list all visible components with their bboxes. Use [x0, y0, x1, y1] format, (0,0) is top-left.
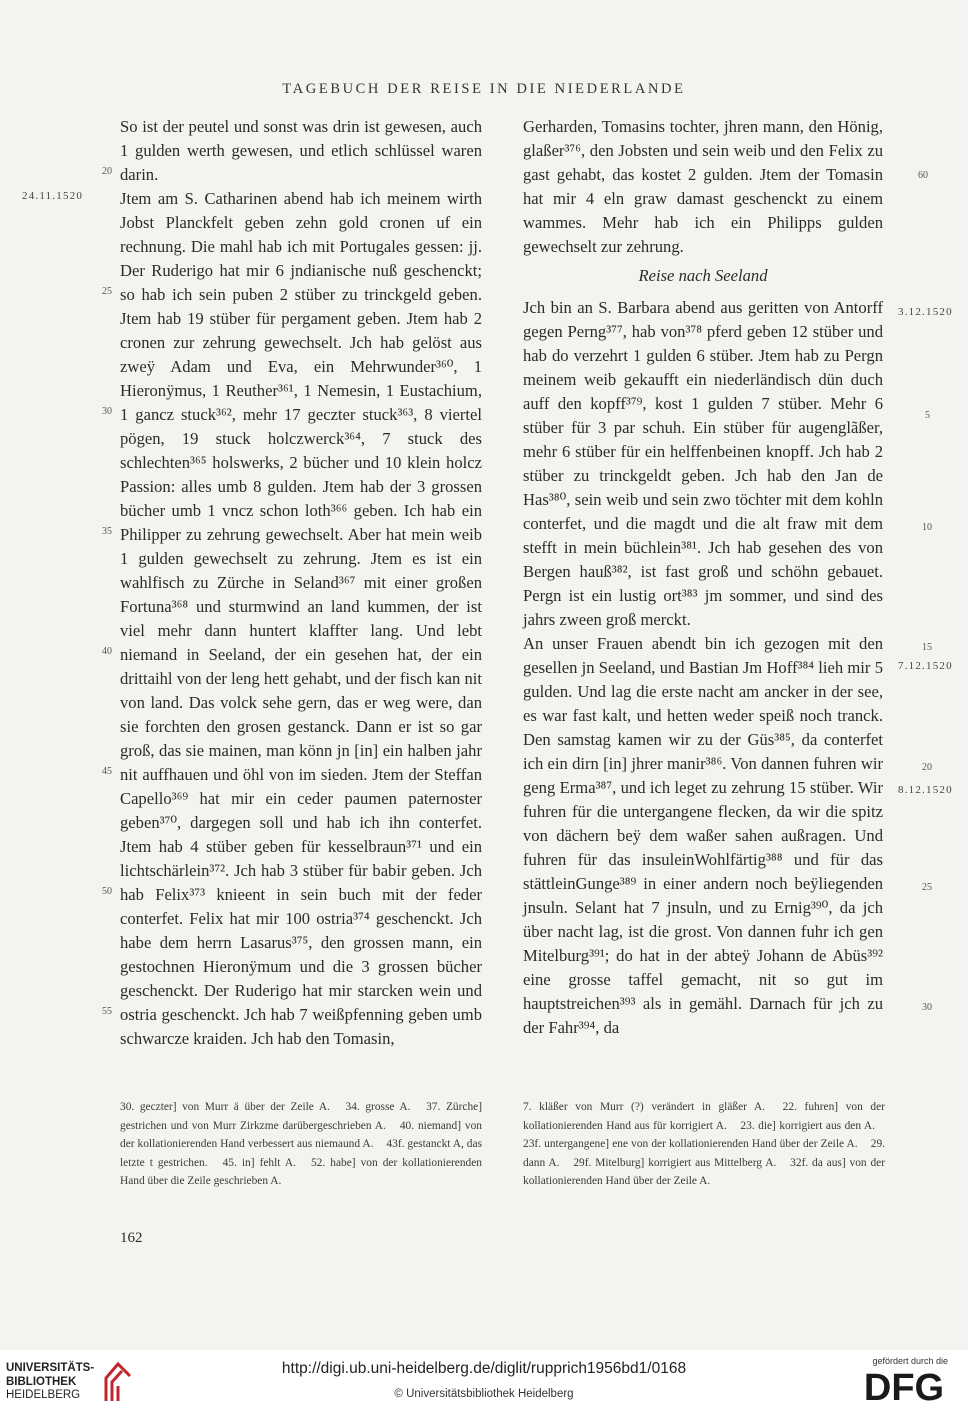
note: 34. grosse A.: [345, 1101, 411, 1113]
source-url-link[interactable]: http://digi.ub.uni-heidelberg.de/diglit/rupprich1956bd1/0168: [281, 1360, 687, 1377]
line-number: 55: [102, 1006, 112, 1017]
line-number: 5: [925, 410, 930, 421]
line-number: 40: [102, 646, 112, 657]
line-number: 20: [922, 762, 932, 773]
line-number: 50: [102, 886, 112, 897]
page-number: 162: [120, 1230, 143, 1246]
note: 22. fuhren] von der kollationierenden Hand aus für korrigiert A.: [523, 1101, 885, 1132]
margin-date: 3.12.1520: [898, 306, 953, 318]
footnotes-left: [120, 1098, 482, 1191]
section-title: Reise nach Seeland: [638, 266, 768, 285]
library-name-line: UNIVERSITÄTS-: [6, 1362, 95, 1374]
line-number: 45: [102, 766, 112, 777]
margin-date: 7.12.1520: [898, 660, 953, 672]
line-number: 15: [922, 642, 932, 653]
margin-date: 24.11.1520: [22, 190, 84, 202]
line-number: 30: [922, 1002, 932, 1013]
note: 37. Zürche] gestrichen und von Murr Zirkzme darübergeschrieben A.: [120, 1101, 482, 1132]
line-number: 35: [102, 526, 112, 537]
library-name-line: HEIDELBERG: [6, 1389, 81, 1401]
line-number: 25: [922, 882, 932, 893]
note: 29f. Mitelburg] korrigiert aus Mittelberg A.: [573, 1156, 777, 1169]
note: 52. habe] von der kollationierenden Hand über die Zeile geschrieben A.: [120, 1156, 482, 1188]
line-number: 25: [102, 286, 112, 297]
left-text-column: [120, 115, 482, 1051]
margin-date: 8.12.1520: [898, 784, 953, 796]
note: 40. niemand] von der kollationierenden Hand verbessert aus niemaund A.: [120, 1119, 482, 1151]
dfg-logo-icon: [858, 1366, 950, 1406]
note: 43f. gestanckt A, das letzte t gestrichen.: [120, 1138, 482, 1169]
right-paragraph-2: An unser Frauen abendt bin ich gezogen mit den gesellen jn Seeland, und Bastian Jm Hoff³⁸⁴ lieh mir 5 gulden. Und lag die erste nacht am ancker in der see, es war fast kalt, und hetten weder speiß noch tranck. Den samstag kamen wir zu der Güs³⁸⁵, da conterfet ich ein dirn [in] jhrer manir³⁸⁶. Von dannen fuhren wir geng Erma³⁸⁷, und ich leget zu zehrung 15 stüber. Wir fuhren für die untergangene flecken, da wir die spitz von dächern beÿ dem waßer sahen außragen. Und fuhren für das insuleinWohlfärtig³⁸⁸ und für das stättleinGunge³⁸⁹ in einer andern noch beÿliegenden jnsuln. Selant hat 7 jnsuln, und zu Ernig³⁹⁰, da jch über nacht lag, ist die grost. Von dannen fuhr ich gen Mitelburg³⁹¹; do hat in der abteÿ Johann de Abüs³⁹² eine grosse taffel gemacht, nit so gut im hauptstreichen³⁹³ als in gemähl. Darnach für jch zu der Fahr³⁹⁴, da: [523, 634, 883, 1037]
copyright: © Universitätsbibliothek Heidelberg: [394, 1388, 574, 1400]
library-footer: [0, 1350, 968, 1412]
right-text-column: [523, 115, 883, 1040]
dfg-logo-text: DFG: [863, 1367, 945, 1406]
running-head: TAGEBUCH DER REISE IN DIE NIEDERLANDE: [282, 81, 686, 97]
note: 30. geczter] von Murr ä über der Zeile A.: [120, 1101, 330, 1113]
library-name-line: BIBLIOTHEK: [6, 1375, 77, 1388]
note: 7. kläßer von Murr (?) verändert in gläßer A.: [523, 1101, 766, 1113]
line-number: 60: [918, 170, 928, 181]
left-paragraph-1: So ist der peutel und sonst was drin ist gewesen, auch 1 gulden werth gewesen, und etlich schlüssel waren darin.: [120, 117, 482, 184]
right-paragraph-top: Gerharden, Tomasins tochter, jhren mann, den Hönig, glaßer³⁷⁶, den Jobsten und sein weib und den Felix zu gast gehabt, das kostet 2 gulden. Jtem der Tomasin hat mir 4 eln graw damast geschenckt zu einem wammes. Mehr hab ich ein Philipps gulden gewechselt zur zehrung.: [523, 117, 883, 256]
line-number: 10: [922, 522, 932, 533]
note: 32f. da aus] von der kollationierenden Hand über der Zeile A.: [523, 1156, 885, 1188]
note: 29. dann A.: [523, 1138, 885, 1169]
right-paragraph-1: Jch bin an S. Barbara abend aus geritten von Antorff gegen Perng³⁷⁷, hab von³⁷⁸ pferd geben 12 stüber und hab do verzehrt 1 gulden 6 stüber. Jtem hab zu Pergn meinem weib gekaufft ein niederländisch dün duch auff den kopff³⁷⁹, kost 1 gulden 7 stüber. Mehr 6 stüber für 3 par schuh. Ein stüber für augenglãßer, mehr 6 stüber für ein helffenbeinen knopff. Jch hab 2 stüber zu trinckgeldt geben. Jch hab den Jan de Has³⁸⁰, sein weib und sein zwo töchter mit dem kohln conterfet, und die magdt und die alt fraw mit dem stefft in mein büchlein³⁸¹. Jch hab gesehen des von Bergen hauß³⁸², ist fast groß und schöhn gebauet. Pergn ist ein lustig ort³⁸³ jm sommer, und sind des jahrs zween groß merckt.: [523, 298, 883, 629]
line-number: 20: [102, 166, 112, 177]
line-number: 30: [102, 406, 112, 417]
note: 23. die] korrigiert aus den A.: [740, 1119, 875, 1132]
footnotes-right: [523, 1098, 885, 1191]
funding-caption: gefördert durch die: [872, 1356, 948, 1366]
note: 45. in] fehlt A.: [222, 1156, 296, 1169]
left-paragraph-2: Jtem am S. Catharinen abend hab ich meinem wirth Jobst Planckfelt geben zehn gold cronen uf ein rechnung. Die mahl hab ich mit Portugales gessen: jj. Der Ruderigo hat mir 6 jndianische nuß geschenckt; so hab ich sein puben 2 stüber zu trinckgeld geben. Jtem hab 19 stüber für pergament geben. Jtem hab 2 cronen zur zehrung gewechselt. Jch hab gelöst aus zweÿ Adam und Eva, ein Mehrwunder³⁶⁰, 1 Hieronÿmus, 1 Reuther³⁶¹, 1 Nemesin, 1 Eustachium, 1 gancz stuck³⁶², mehr 17 geczter stuck³⁶³, 8 viertel pögen, 19 stuck holczwerck³⁶⁴, 7 stuck des schlechten³⁶⁵ holswerks, 2 bücher und 10 klein holcz Passion: alles umb 8 gulden. Jtem hab der 3 grossen bücher umb 1 vncz schon loth³⁶⁶ geben. Ich hab ein Philipper zu zehrung gewechselt. Aber hat mein weib 1 gulden gewechselt zu zehrung. Jtem es ist ein wahlfisch zu Zürche in Seland³⁶⁷ mit einer großen Fortuna³⁶⁸ und sturmwind an land kummen, der ist viel mehr dann huntert klaffter lang. Und lebt niemand in Seeland, der ein gesehen hat, der ein drittaihl von der leng hett gehabt, und der fisch kan nit von land. Das volck sehe gern, das er weg were, dan sie forchten den grosen gestanck. Dann er ist so gar groß, das sie mainen, man könn jn [in] ein halben jahr nit auffhauen und öhl von im sieden. Jtem der Steffan Capello³⁶⁹ hat mir ein ceder paumen paternoster geben³⁷⁰, dargegen soll und hab ich ihn conterfet. Jtem hab 4 stüber geben für kesselbraun³⁷¹ und ein lichtschärlein³⁷². Jch hab 3 stüber für babir geben. Jch hab Felix³⁷³ knieent in sein buch mit der feder conterfet. Felix hat mir 100 ostria³⁷⁴ geschenckt. Jch habe dem herrn Lasarus³⁷⁵, den grossen mann, ein gestochnen Hieronÿmum und die 3 grossen bücher geschenckt. Der Ruderigo hat mir starcken wein und ostria geschenckt. Jch hab 7 weißpfenning geben umb schwarcze kraiden. Jch hab den Tomasin,: [120, 189, 482, 1048]
note: 23f. untergangene] ene von der kollationierenden Hand über der Zeile A.: [523, 1138, 858, 1151]
